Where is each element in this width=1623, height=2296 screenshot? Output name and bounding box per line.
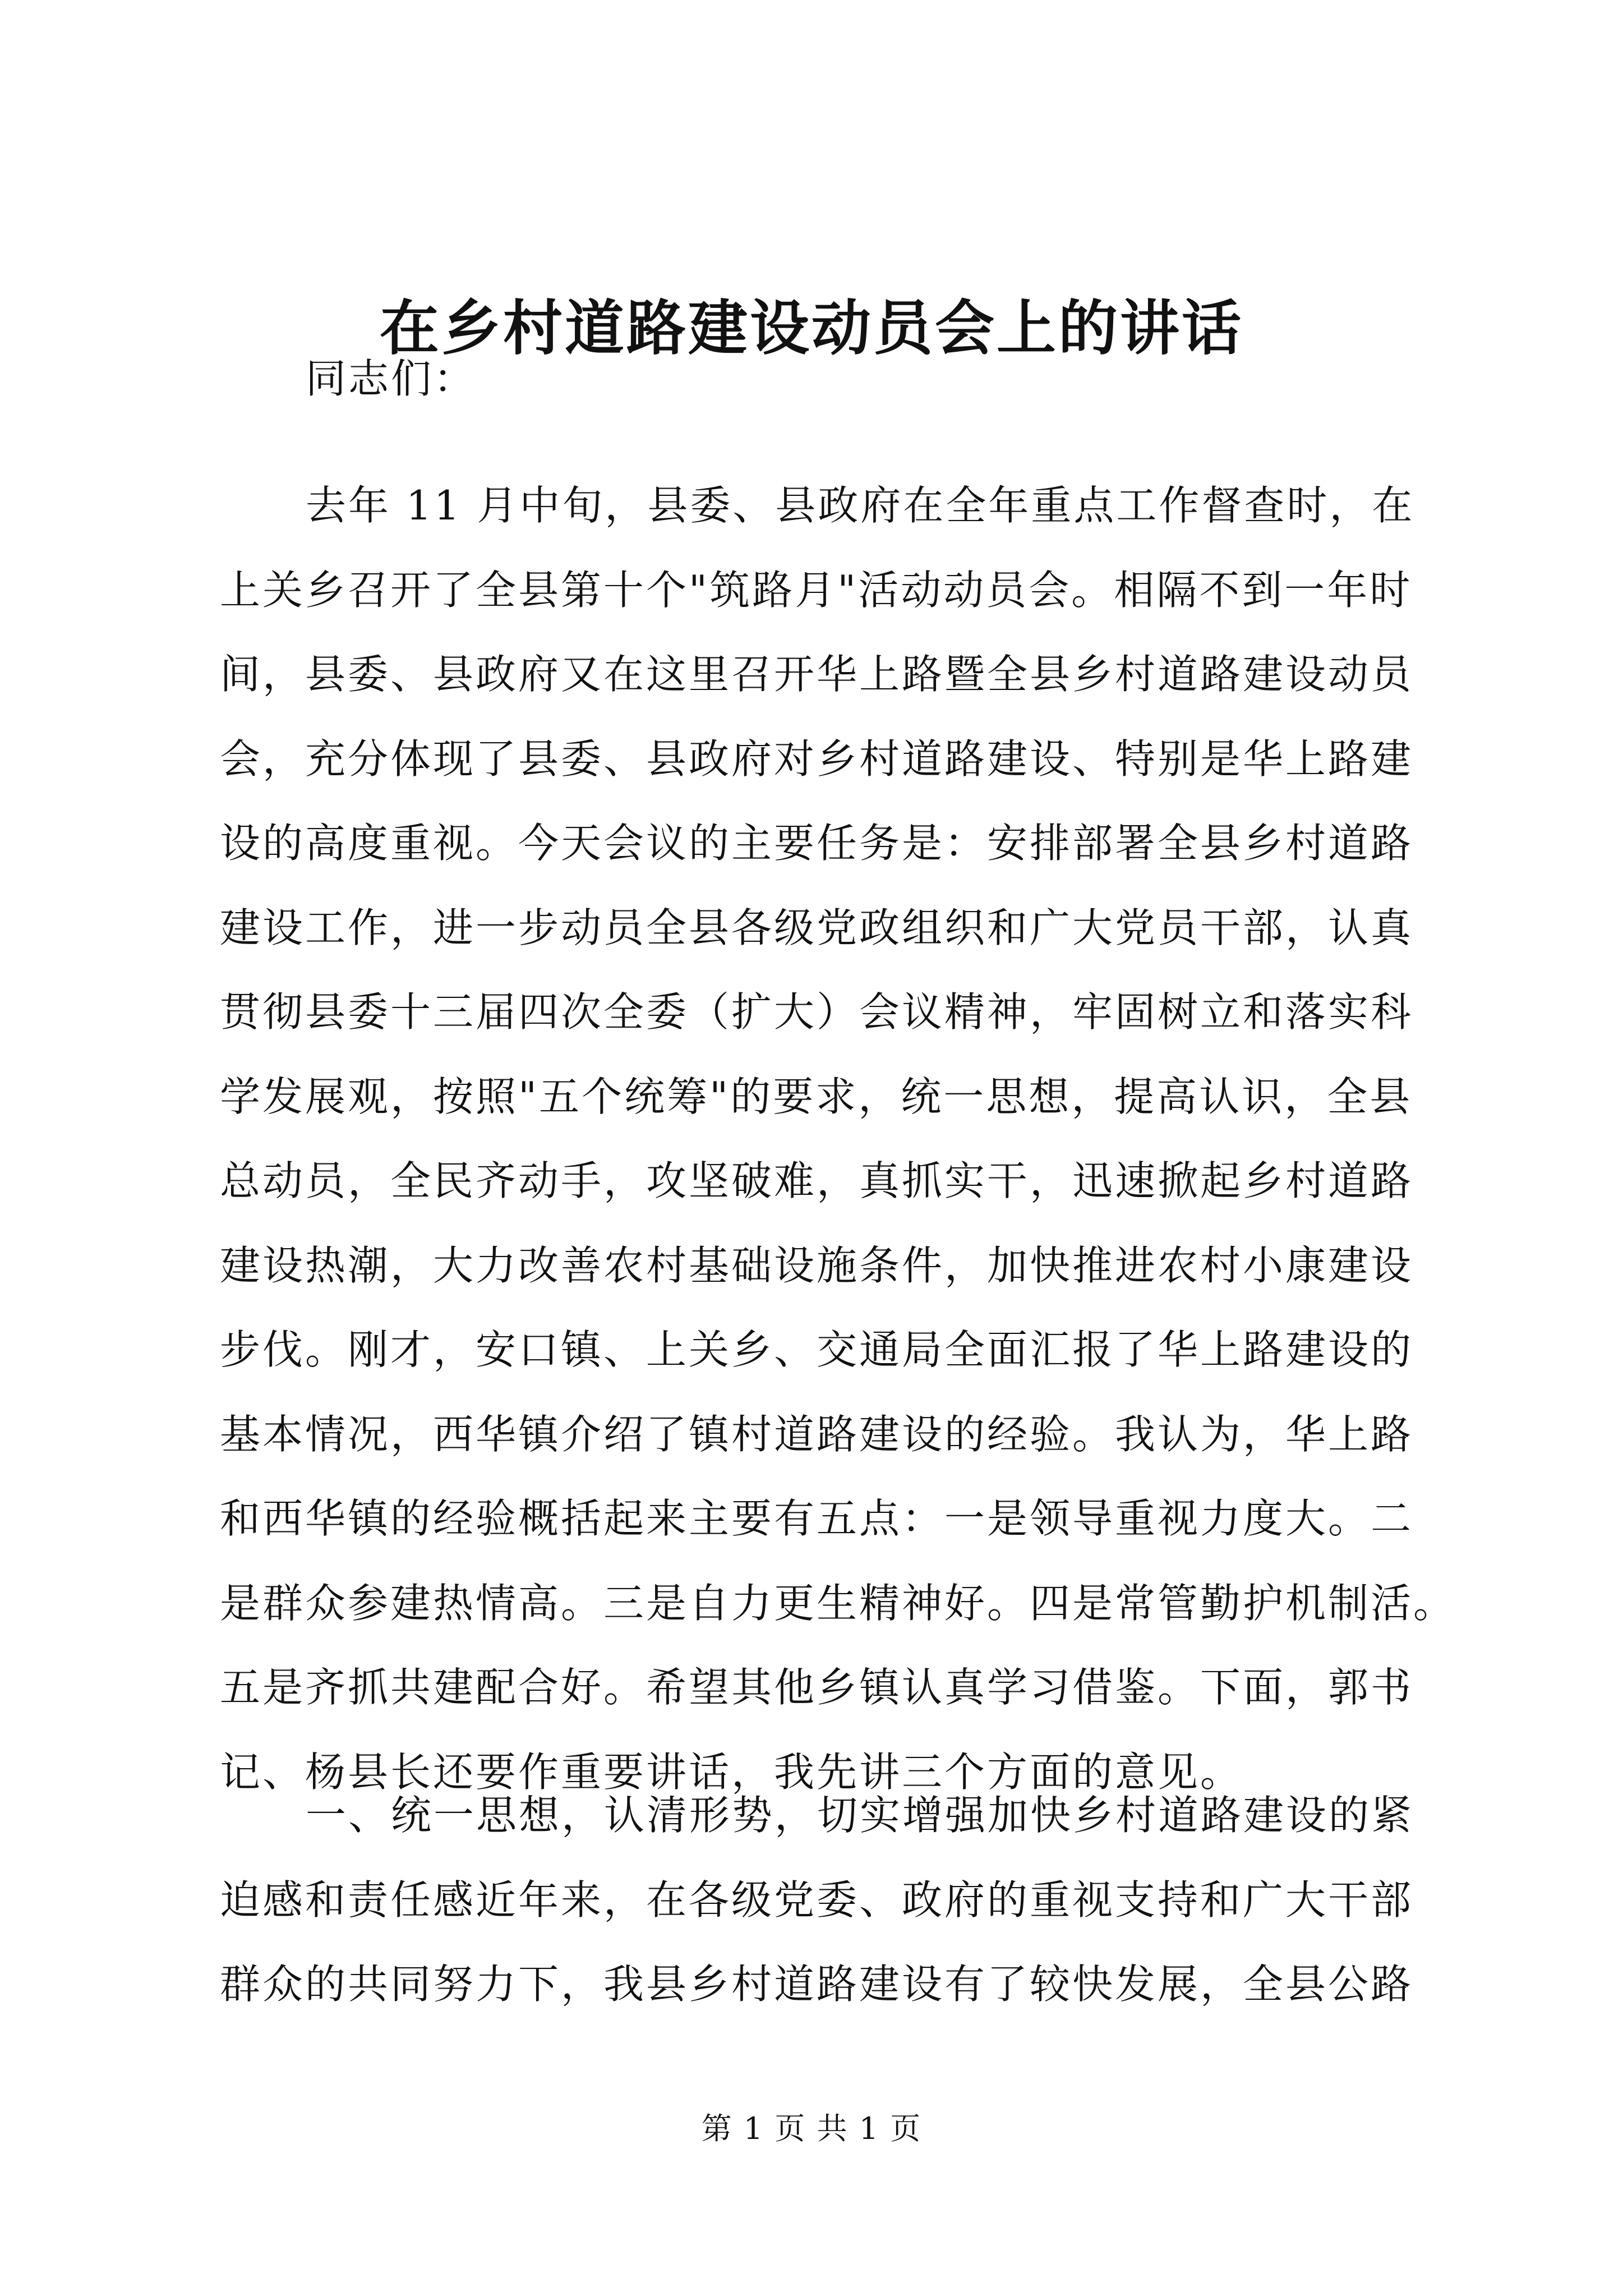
- paragraph-line: 迫感和责任感近年来，在各级党委、政府的重视支持和广大干部: [220, 1876, 1414, 1924]
- paragraph-line: 设的高度重视。今天会议的主要任务是：安排部署全县乡村道路: [220, 820, 1414, 867]
- paragraph-line: 去年 11 月中旬，县委、县政府在全年重点工作督查时，在: [306, 482, 1415, 529]
- paragraph-line: 上关乡召开了全县第十个"筑路月"活动动员会。相隔不到一年时: [220, 566, 1413, 614]
- paragraph-line: 学发展观，按照"五个统筹"的要求，统一思想，提高认识，全县: [220, 1073, 1413, 1120]
- paragraph-line: 和西华镇的经验概括起来主要有五点：一是领导重视力度大。二: [220, 1495, 1414, 1542]
- paragraph-line: 记、杨县长还要作重要讲话，我先讲三个方面的意见。: [220, 1748, 1243, 1796]
- salutation: 同志们：: [306, 355, 477, 402]
- paragraph-line: 五是齐抓共建配合好。希望其他乡镇认真学习借鉴。下面，郭书: [220, 1664, 1414, 1711]
- paragraph-line: 一、统一思想，认清形势，切实增强加快乡村道路建设的紧: [306, 1792, 1414, 1839]
- paragraph-line: 会，充分体现了县委、县政府对乡村道路建设、特别是华上路建: [220, 735, 1414, 783]
- paragraph-2: [220, 1773, 1414, 2027]
- paragraph-line: 群众的共同努力下，我县乡村道路建设有了较快发展，全县公路: [220, 1961, 1414, 2008]
- paragraph-line: 是群众参建热情高。三是自力更生精神好。四是常管勤护机制活。: [220, 1579, 1456, 1627]
- paragraph-line: 建设热潮，大力改善农村基础设施条件，加快推进农村小康建设: [220, 1241, 1414, 1289]
- paragraph-line: 总动员，全民齐动手，攻坚破难，真抓实干，迅速掀起乡村道路: [220, 1157, 1414, 1204]
- paragraph-line: 贯彻县委十三届四次全委（扩大）会议精神，牢固树立和落实科: [220, 988, 1414, 1036]
- document-title: 在乡村道路建设动员会上的讲话: [380, 293, 1243, 363]
- paragraph-1: [220, 463, 1456, 1814]
- paragraph-line: 建设工作，进一步动员全县各级党政组织和广大党员干部，认真: [220, 904, 1414, 951]
- paragraph-line: 步伐。刚才，安口镇、上关乡、交通局全面汇报了华上路建设的: [220, 1326, 1414, 1373]
- paragraph-line: 间，县委、县政府又在这里召开华上路暨全县乡村道路建设动员: [220, 651, 1414, 698]
- paragraph-line: 基本情况，西华镇介绍了镇村道路建设的经验。我认为，华上路: [220, 1410, 1414, 1458]
- page-footer: 第 1 页 共 1 页: [701, 2111, 922, 2146]
